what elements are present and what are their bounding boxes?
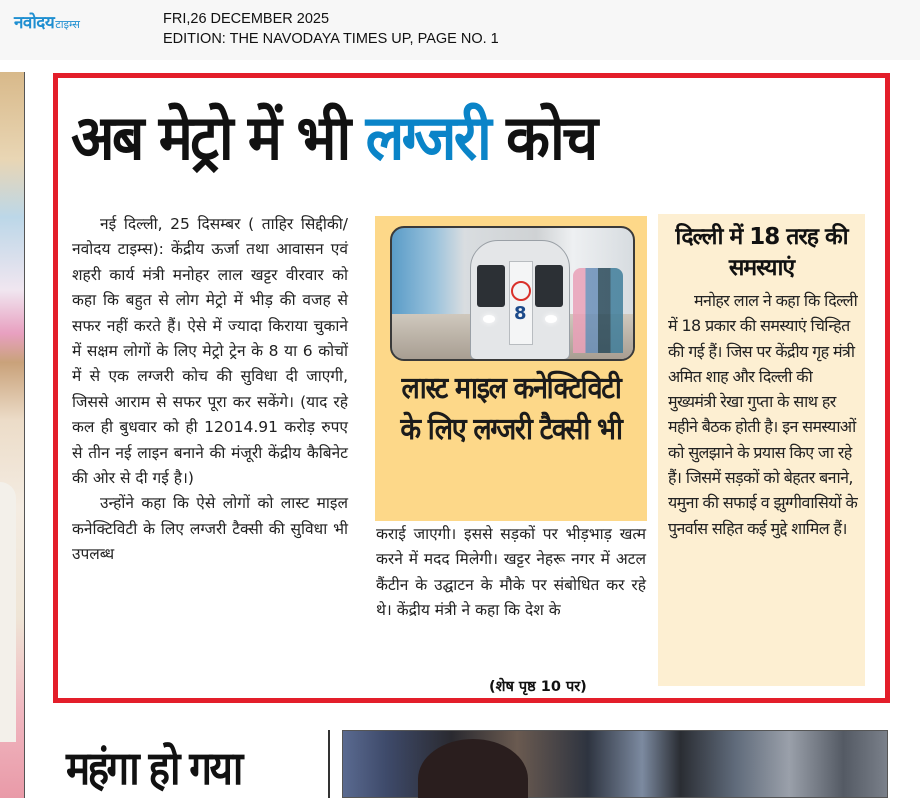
edition-info: [163, 9, 499, 49]
story-paragraph-1: नई दिल्ली, 25 दिसम्बर ( ताहिर सिद्दीकी/नवोदय टाइम्स): केंद्रीय ऊर्जा तथा आवासन एवं शहरी कार्य मंत्री मनोहर लाल खट्टर वीरवार को कहा कि बहुत से लोग मेट्रो में भीड़ की वजह से सफर नहीं करते हैं। ऐसे में ज्यादा किराया चुकाने में सक्षम लोगों के लिए मेट्रो ट्रेन के 8 या 6 कोचों में से एक लग्जरी कोच की सुविधा दी जाएगी, जिससे आराम से सफर पूरा कर सकेंगे। (याद रहे कल ही बुधवार को ही 12014.91 करोड़ रुपए से तीन नई लाइन बनाने की मंजूरी केंद्रीय कैबिनेट की ओर से दी गई है।): [72, 215, 348, 488]
headline-part1: अब मेट्रो में भी: [71, 101, 366, 174]
page-header-bar: [0, 0, 920, 60]
passengers-icon: [573, 268, 623, 353]
sidebar-title: दिल्ली में 18 तरह की समस्याएं: [675, 224, 848, 281]
continued-on-page-link[interactable]: (शेष पृष्ठ 10 पर): [489, 679, 587, 695]
dmrc-logo-icon: [511, 281, 531, 301]
column-divider: [328, 730, 330, 798]
logo-sub-text: टाइम्स: [55, 18, 80, 31]
lower-story-photo[interactable]: [342, 730, 888, 798]
date-line: FRI,26 DECEMBER 2025: [163, 11, 330, 27]
story-left-column: [72, 212, 348, 568]
train-number: 8: [514, 303, 527, 324]
sidebar-body: मनोहर लाल ने कहा कि दिल्ली में 18 प्रकार की समस्याएं चिन्हित की गई हैं। जिस पर केंद्रीय गृह मंत्री अमित शाह और दिल्ली की मुख्यमंत्री रेखा गुप्ता के साथ हर महीने बैठक होती है। इन समस्याओं को सुलझाने के प्रयास किए जा रहे हैं। जिसमें सड़कों को बेहतर बनाने, यमुना की सफाई व झुग्गीवासियों के पुनर्वास सहित कई मुद्दे शामिल हैं।: [668, 291, 858, 538]
highlight-box-title: लास्ट माइल कनेक्टिविटी के लिए लग्जरी टैक्सी भी: [400, 371, 622, 447]
sidebar-box: [658, 214, 865, 686]
lower-story-headline[interactable]: महंगा हो गया: [66, 741, 241, 795]
newspaper-logo[interactable]: [14, 10, 80, 33]
metro-train-icon: [470, 240, 570, 360]
metro-train-photo[interactable]: [390, 226, 635, 361]
lead-headline: [71, 98, 807, 178]
logo-main-text: नवोदय: [14, 13, 55, 33]
headline-accent: लग्जरी: [365, 101, 490, 174]
story-middle-column: [376, 522, 646, 624]
headline-part2: कोच: [489, 101, 596, 174]
person-photo-icon: [418, 739, 528, 798]
story-paragraph-2: उन्होंने कहा कि ऐसे लोगों को लास्ट माइल कनेक्टिविटी के लिए लग्जरी टैक्सी की सुविधा भी उपलब्ध: [72, 494, 348, 564]
edition-line: EDITION: THE NAVODAYA TIMES UP, PAGE NO. 1: [163, 31, 499, 47]
adjacent-story-photo: [0, 72, 25, 798]
story-continuation-text: कराई जाएगी। इससे सड़कों पर भीड़भाड़ खत्म करने में मदद मिलेगी। खट्टर नेहरू नगर में अटल कैंटीन के उद्घाटन के मौके पर संबोधित कर रहे थे। केंद्रीय मंत्री ने कहा कि देश के: [376, 525, 646, 620]
highlight-box-last-mile: [375, 216, 647, 521]
person-figure-icon: [0, 482, 16, 742]
